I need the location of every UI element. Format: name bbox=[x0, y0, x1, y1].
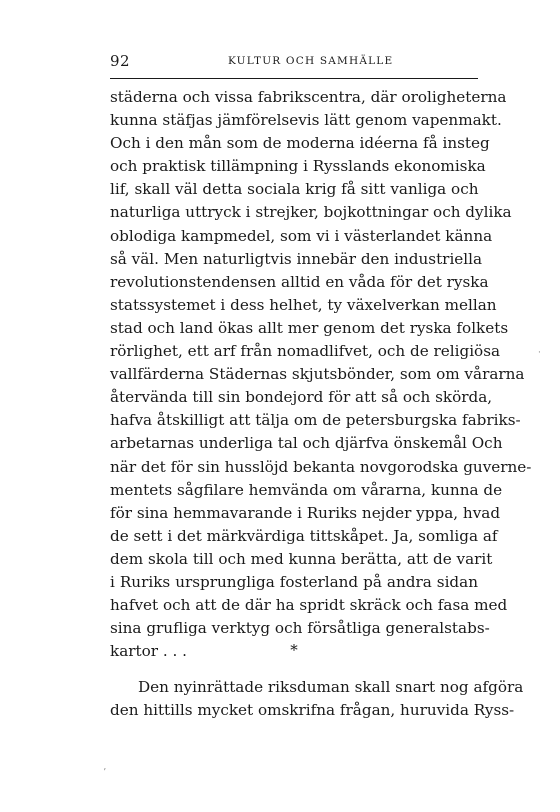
section-separator: * bbox=[290, 641, 298, 659]
text-line: städerna och vissa fabrikscentra, där oroligheterna bbox=[110, 88, 507, 106]
text-line: när det för sin husslöjd bekanta novgorodska guverne- bbox=[110, 457, 532, 476]
running-title: KULTUR OCH SAMHÄLLE bbox=[228, 55, 394, 67]
text-line: Och i den mån som de moderna idéerna få insteg bbox=[110, 134, 490, 153]
text-line: hafvet och att de där ha spridt skräck och fasa med bbox=[110, 596, 508, 615]
header-rule bbox=[110, 78, 478, 79]
paragraph-2 bbox=[110, 676, 524, 722]
text-line: lif, skall väl detta sociala krig få sitt vanliga och bbox=[110, 180, 479, 199]
text-line: kunna stäfjas jämförelsevis lätt genom vapenmakt. bbox=[110, 111, 502, 130]
text-line: för sina hemmavarande i Ruriks nejder yppa, hvad bbox=[110, 503, 501, 522]
text-line: och praktisk tillämpning i Rysslands ekonomiska bbox=[110, 157, 486, 176]
text-line: återvända till sin bondejord för att så och skörda, bbox=[110, 388, 493, 407]
text-line: vallfärderna Städernas skjutsbönder, som om vårarna bbox=[110, 365, 525, 384]
text-line: de sett i det märkvärdiga tittskåpet. Ja, somliga af bbox=[110, 526, 498, 545]
text-line: i Ruriks ursprungliga fosterland på andra sidan bbox=[110, 572, 478, 591]
text-line: Den nyinrättade riksduman skall snart nog afgöra bbox=[138, 678, 524, 696]
text-line: rörlighet, ett arf från nomadlifvet, och de religiösa bbox=[110, 342, 501, 361]
text-line: stad och land ökas allt mer genom det ryska folkets bbox=[110, 318, 509, 337]
text-line: så väl. Men naturligtvis innebär den industriella bbox=[110, 249, 483, 268]
text-line: oblodiga kampmedel, som vi i västerlandet känna bbox=[110, 226, 493, 245]
page-number: 92 bbox=[110, 52, 131, 70]
text-line: revolutionstendensen alltid en våda för det ryska bbox=[110, 272, 489, 291]
text-line: hafva åtskilligt att tälja om de petersburgska fabriks- bbox=[110, 411, 521, 430]
text-line: kartor . . . bbox=[110, 642, 187, 661]
text-line: den hittills mycket omskrifna frågan, huruvida Ryss- bbox=[110, 701, 515, 720]
text-line: statssystemet i dess helhet, ty växelverkan mellan bbox=[110, 295, 497, 314]
text-line: arbetarnas underliga tal och djärfva önskemål Och bbox=[110, 434, 503, 453]
text-line: sina grufliga verktyg och försåtliga generalstabs- bbox=[110, 619, 490, 638]
paragraph-1 bbox=[110, 86, 532, 663]
running-head bbox=[110, 52, 478, 76]
text-line: dem skola till och med kunna berätta, att de varit bbox=[110, 549, 493, 568]
text-line: mentets sågfilare hemvända om vårarna, kunna de bbox=[110, 480, 503, 499]
margin-mark: · bbox=[538, 348, 541, 358]
text-line: naturliga uttryck i strejker, bojkottningar och dylika bbox=[110, 203, 512, 222]
margin-mark: ʼ bbox=[103, 768, 106, 778]
